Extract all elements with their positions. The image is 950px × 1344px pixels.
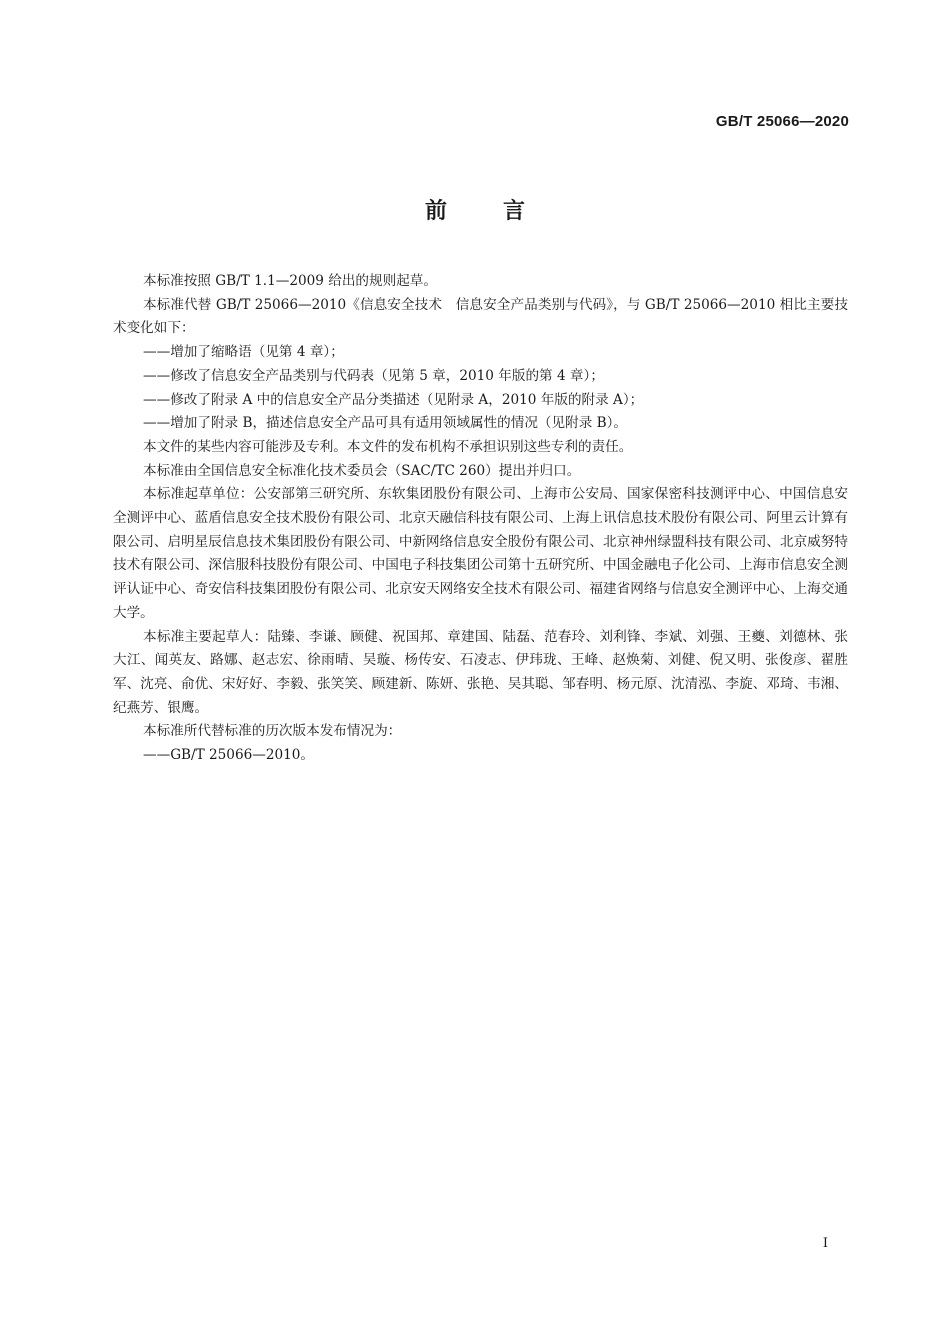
change-item: ——增加了缩略语（见第 4 章）；	[143, 344, 344, 361]
change-item: ——增加了附录 B，描述信息安全产品可具有适用领域属性的情况（见附录 B）。	[143, 415, 628, 432]
paragraph-patent-notice: 本文件的某些内容可能涉及专利。本文件的发布机构不承担识别这些专利的责任。	[143, 438, 633, 455]
paragraph-drafting-rules: 本标准按照 GB/T 1.1—2009 给出的规则起草。	[143, 273, 437, 289]
page-number: I	[822, 1236, 828, 1251]
paragraph-drafters: 本标准主要起草人：陆臻、李谦、顾健、祝国邦、章建国、陆磊、范春玲、刘利锋、李斌、刘强、王夔、刘德林、张大江、闻英友、路娜、赵志宏、徐雨晴、吴璇、杨传安、石凌志、伊玮珑、王峰、赵焕菊、刘健、倪又明、张俊彦、翟胜军、沈亮、俞优、宋好好、李毅、张笑笑、顾建新、陈妍、张艳、吴其聪、邹春明、杨元原、沈清泓、李旋、邓琦、韦湘、纪燕芳、银鹰。	[113, 628, 848, 716]
paragraph-replacement: 本标准代替 GB/T 25066—2010《信息安全技术 信息安全产品类别与代码》，与 GB/T 25066—2010 相比主要技术变化如下：	[113, 296, 848, 337]
change-item: ——修改了信息安全产品类别与代码表（见第 5 章，2010 年版的第 4 章）；	[143, 367, 604, 384]
paragraph-proposer: 本标准由全国信息安全标准化技术委员会（SAC/TC 260）提出并归口。	[143, 462, 581, 479]
paragraph-drafting-units: 本标准起草单位：公安部第三研究所、东软集团股份有限公司、上海市公安局、国家保密科技测评中心、中国信息安全测评中心、蓝盾信息安全技术股份有限公司、北京天融信科技有限公司、上海上讯信息技术股份有限公司、阿里云计算有限公司、启明星辰信息技术集团股份有限公司、中新网络信息安全股份有限公司、北京神州绿盟科技有限公司、北京威努特技术有限公司、深信服科技股份有限公司、中国电子科技集团公司第十五研究所、中国金融电子化公司、上海市信息安全测评认证中心、奇安信科技集团股份有限公司、北京安天网络安全技术有限公司、福建省网络与信息安全测评中心、上海交通大学。	[113, 486, 848, 621]
foreword-body	[113, 270, 848, 768]
history-item: ——GB/T 25066—2010。	[143, 747, 315, 764]
change-item: ——修改了附录 A 中的信息安全产品分类描述（见附录 A，2010 年版的附录 A）；	[143, 391, 644, 408]
standard-code: GB/T 25066—2020	[715, 113, 849, 130]
paragraph-history-intro: 本标准所代替标准的历次版本发布情况为：	[143, 723, 402, 740]
page-title: 前言	[424, 199, 581, 224]
